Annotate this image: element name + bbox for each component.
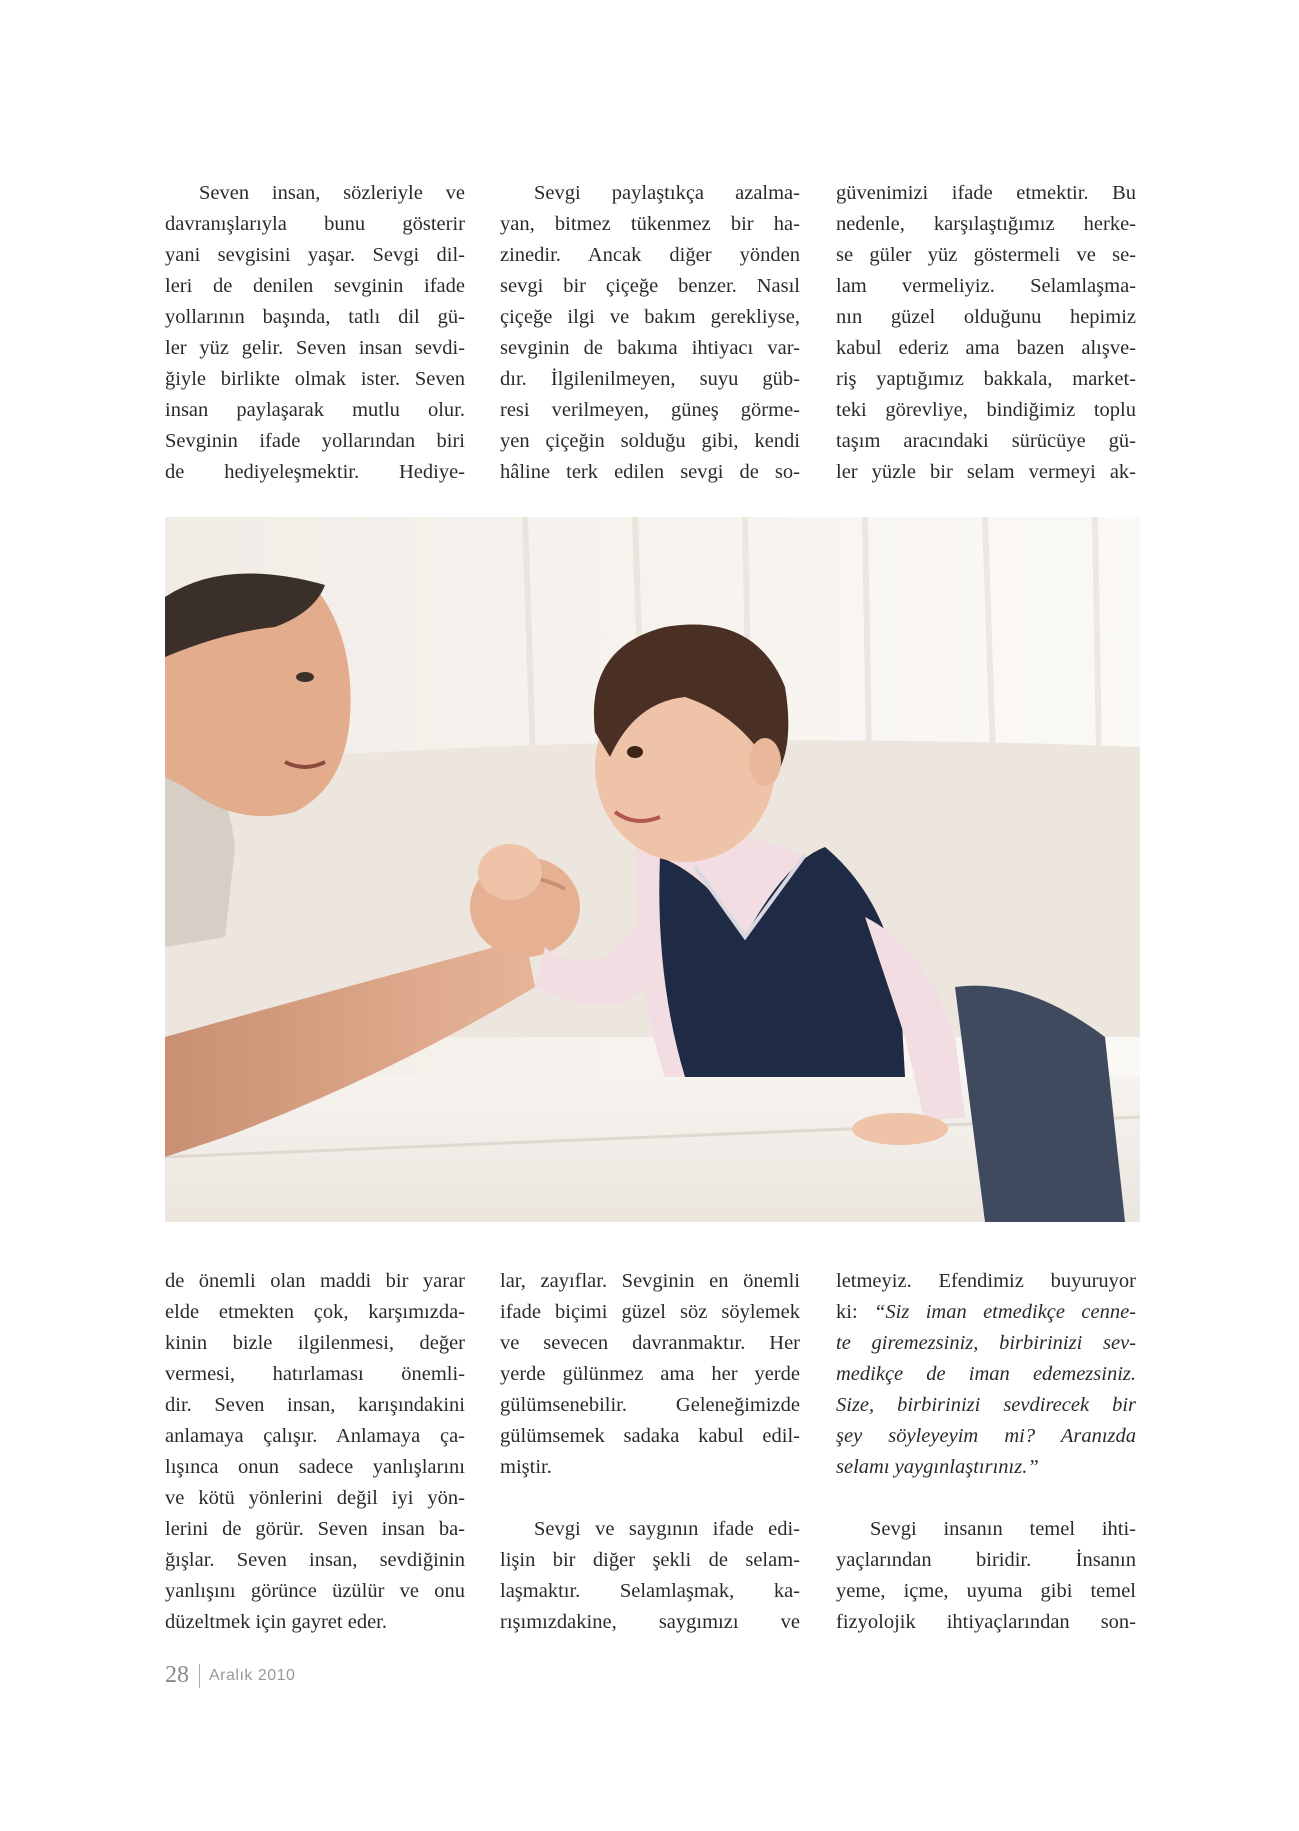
text-line: laşmaktır. Selamlaşmak, ka- [500,1580,800,1602]
text-line: yani sevgisini yaşar. Sevgi dil- [165,244,465,266]
text-line: zinedir. Ancak diğer yönden [500,244,800,266]
hadith-quote-start: “Siz iman etmedikçe cenne- [874,1301,1136,1323]
article-column-top-1 [165,178,465,488]
text-line: yaçlarından biridir. İnsanın [836,1549,1136,1571]
page-number: 28 [165,1662,189,1688]
text-line: de önemli olan maddi bir yarar [165,1270,465,1292]
text-line: leri de denilen sevginin ifade [165,275,465,297]
text-line: davranışlarıyla bunu gösterir [165,213,465,235]
text-line: çiçeğe ilgi ve bakım gerekliyse, [500,306,800,328]
text-line: anlamaya çalışır. Anlamaya ça- [165,1425,465,1447]
article-column-bottom-2 [500,1266,800,1638]
text-line: lam vermeliyiz. Selamlaşma- [836,275,1136,297]
text-line: ğışlar. Seven insan, sevdiğinin [165,1549,465,1571]
text-line: ve sevecen davranmaktır. Her [500,1332,800,1354]
text-line: kinin bizle ilgilenmesi, değer [165,1332,465,1354]
hadith-quote-line: şey söyleyeyim mi? Aranızda [836,1425,1136,1447]
text-line: Sevgi ve saygının ifade edi- [534,1518,800,1540]
text-line: fizyolojik ihtiyaçlarından son- [836,1611,1136,1633]
text-line: yanlışını görünce üzülür ve onu [165,1580,465,1602]
text-line: lışınca onun sadece yanlışlarını [165,1456,465,1478]
text-line: gülümsenebilir. Geleneğimizde [500,1394,800,1416]
text-line [836,1297,1136,1328]
text-line: de hediyeleşmektir. Hediye- [165,461,465,483]
text-line: sevginin de bakıma ihtiyacı var- [500,337,800,359]
hadith-quote-line: medikçe de iman edemezsiniz. [836,1363,1136,1385]
text-line: Sevgi insanın temel ihti- [870,1518,1136,1540]
text-line: kabul ederiz ama bazen alışve- [836,337,1136,359]
footer-divider [199,1664,200,1688]
hadith-quote-line: te giremezsiniz, birbirinizi sev- [836,1332,1136,1354]
text-line: se güler yüz göstermeli ve se- [836,244,1136,266]
text-line: sevgi bir çiçeğe benzer. Nasıl [500,275,800,297]
text-line: ve kötü yönlerini değil iyi yön- [165,1487,465,1509]
text-line: taşım aracındaki sürücüye gü- [836,430,1136,452]
text-line: ler yüz gelir. Seven insan sevdi- [165,337,465,359]
page-footer [165,1662,295,1689]
article-photo [165,517,1140,1222]
text-line: Sevginin ifade yollarından biri [165,430,465,452]
text-line: yeme, içme, uyuma gibi temel [836,1580,1136,1602]
text-line: ler yüzle bir selam vermeyi ak- [836,461,1136,483]
text-line: elde etmekten çok, karşımızda- [165,1301,465,1323]
text-line: rışımızdakine, saygımızı ve [500,1611,800,1633]
hadith-quote-line: selamı yaygınlaştırınız.” [836,1456,1039,1478]
article-column-top-3 [836,178,1136,488]
text-line: yan, bitmez tükenmez bir ha- [500,213,800,235]
text-line: yen çiçeğin solduğu gibi, kendi [500,430,800,452]
issue-date: Aralık 2010 [209,1666,296,1684]
text-line: hâline terk edilen sevgi de so- [500,461,800,483]
text-line: yollarının başında, tatlı dil gü- [165,306,465,328]
text-line: miştir. [500,1456,552,1478]
text-fragment: ki: [836,1301,875,1323]
text-line: nın güzel olduğunu hepimiz [836,306,1136,328]
text-line: dir. Seven insan, karışındakini [165,1394,465,1416]
text-line: nedenle, karşılaştığımız herke- [836,213,1136,235]
article-column-bottom-3 [836,1266,1136,1638]
text-line: vermesi, hatırlaması önemli- [165,1363,465,1385]
text-line: güvenimizi ifade etmektir. Bu [836,182,1136,204]
text-line: ifade biçimi güzel söz söylemek [500,1301,800,1323]
article-column-top-2 [500,178,800,488]
hadith-quote-line: Size, birbirinizi sevdirecek bir [836,1394,1136,1416]
text-line: dır. İlgilenilmeyen, suyu güb- [500,368,800,390]
text-line: lar, zayıflar. Sevginin en önemli [500,1270,800,1292]
text-line: Sevgi paylaştıkça azalma- [534,182,800,204]
text-line: lerini de görür. Seven insan ba- [165,1518,465,1540]
article-column-bottom-1 [165,1266,465,1638]
text-line: letmeyiz. Efendimiz buyuruyor [836,1270,1136,1292]
text-line: resi verilmeyen, güneş görme- [500,399,800,421]
paragraph-gap [500,1483,800,1514]
text-line: gülümsemek sadaka kabul edil- [500,1425,800,1447]
text-line: lişin bir diğer şekli de selam- [500,1549,800,1571]
text-line: teki görevliye, bindiğimiz toplu [836,399,1136,421]
text-line: insan paylaşarak mutlu olur. [165,399,465,421]
text-line: ğiyle birlikte olmak ister. Seven [165,368,465,390]
text-line: riş yaptığımız bakkala, market- [836,368,1136,390]
text-line: Seven insan, sözleriyle ve [199,182,465,204]
paragraph-gap [836,1483,1136,1514]
text-line: düzeltmek için gayret eder. [165,1611,387,1633]
text-line: yerde gülünmez ama her yerde [500,1363,800,1385]
